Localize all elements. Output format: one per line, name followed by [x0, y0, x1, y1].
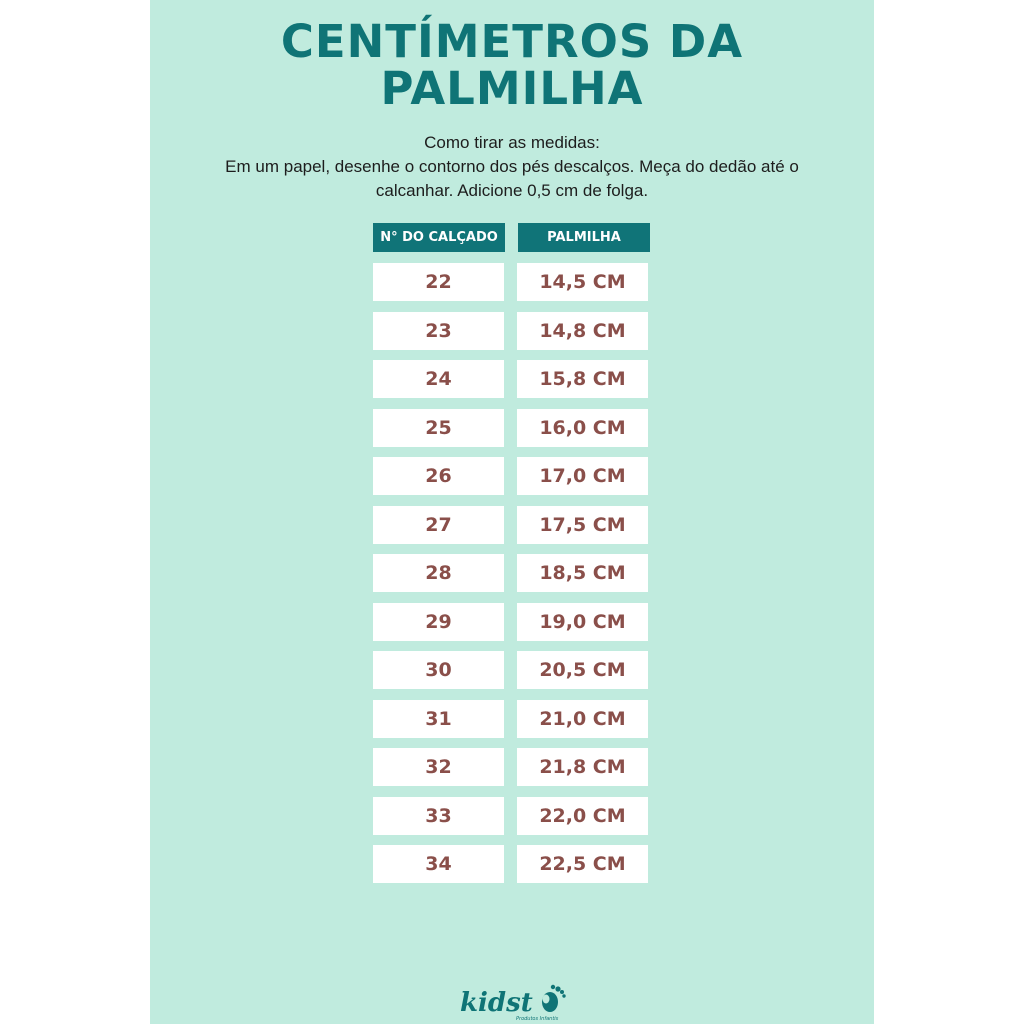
cell-shoe-size: 32: [373, 748, 504, 786]
cell-shoe-size: 22: [373, 263, 504, 301]
cell-insole-length: 18,5 CM: [517, 554, 648, 592]
header-shoe-size: N° DO CALÇADO: [373, 223, 505, 252]
cell-shoe-size: 34: [373, 845, 504, 883]
instructions: [170, 131, 854, 203]
kidstep-logo: [458, 982, 570, 1022]
cell-insole-length: 19,0 CM: [517, 603, 648, 641]
logo-wordmark: kidst: [460, 988, 533, 1018]
instructions-heading: Como tirar as medidas:: [424, 133, 600, 152]
cell-insole-length: 15,8 CM: [517, 360, 648, 398]
header-insole: PALMILHA: [518, 223, 650, 252]
cell-shoe-size: 24: [373, 360, 504, 398]
page-title: [150, 15, 874, 115]
cell-shoe-size: 33: [373, 797, 504, 835]
logo-tagline: Produtos Infantis: [516, 1016, 559, 1022]
cell-insole-length: 21,0 CM: [517, 700, 648, 738]
instructions-line-2: calcanhar. Adicione 0,5 cm de folga.: [375, 181, 649, 200]
cell-insole-length: 14,5 CM: [517, 263, 648, 301]
title-line-1: CENTÍMETROS DA: [280, 15, 744, 68]
title-line-2: PALMILHA: [380, 62, 644, 115]
cell-insole-length: 22,0 CM: [517, 797, 648, 835]
cell-shoe-size: 30: [373, 651, 504, 689]
cell-shoe-size: 25: [373, 409, 504, 447]
cell-insole-length: 22,5 CM: [517, 845, 648, 883]
footprint-icon: [542, 985, 566, 1012]
cell-insole-length: 17,5 CM: [517, 506, 648, 544]
cell-insole-length: 20,5 CM: [517, 651, 648, 689]
cell-insole-length: 17,0 CM: [517, 457, 648, 495]
cell-insole-length: 16,0 CM: [517, 409, 648, 447]
cell-shoe-size: 27: [373, 506, 504, 544]
cell-insole-length: 14,8 CM: [517, 312, 648, 350]
cell-shoe-size: 28: [373, 554, 504, 592]
cell-insole-length: 21,8 CM: [517, 748, 648, 786]
cell-shoe-size: 26: [373, 457, 504, 495]
instructions-line-1: Em um papel, desenhe o contorno dos pés descalços. Meça do dedão até o: [225, 157, 799, 176]
cell-shoe-size: 29: [373, 603, 504, 641]
cell-shoe-size: 31: [373, 700, 504, 738]
cell-shoe-size: 23: [373, 312, 504, 350]
size-chart-page: [150, 0, 874, 1024]
